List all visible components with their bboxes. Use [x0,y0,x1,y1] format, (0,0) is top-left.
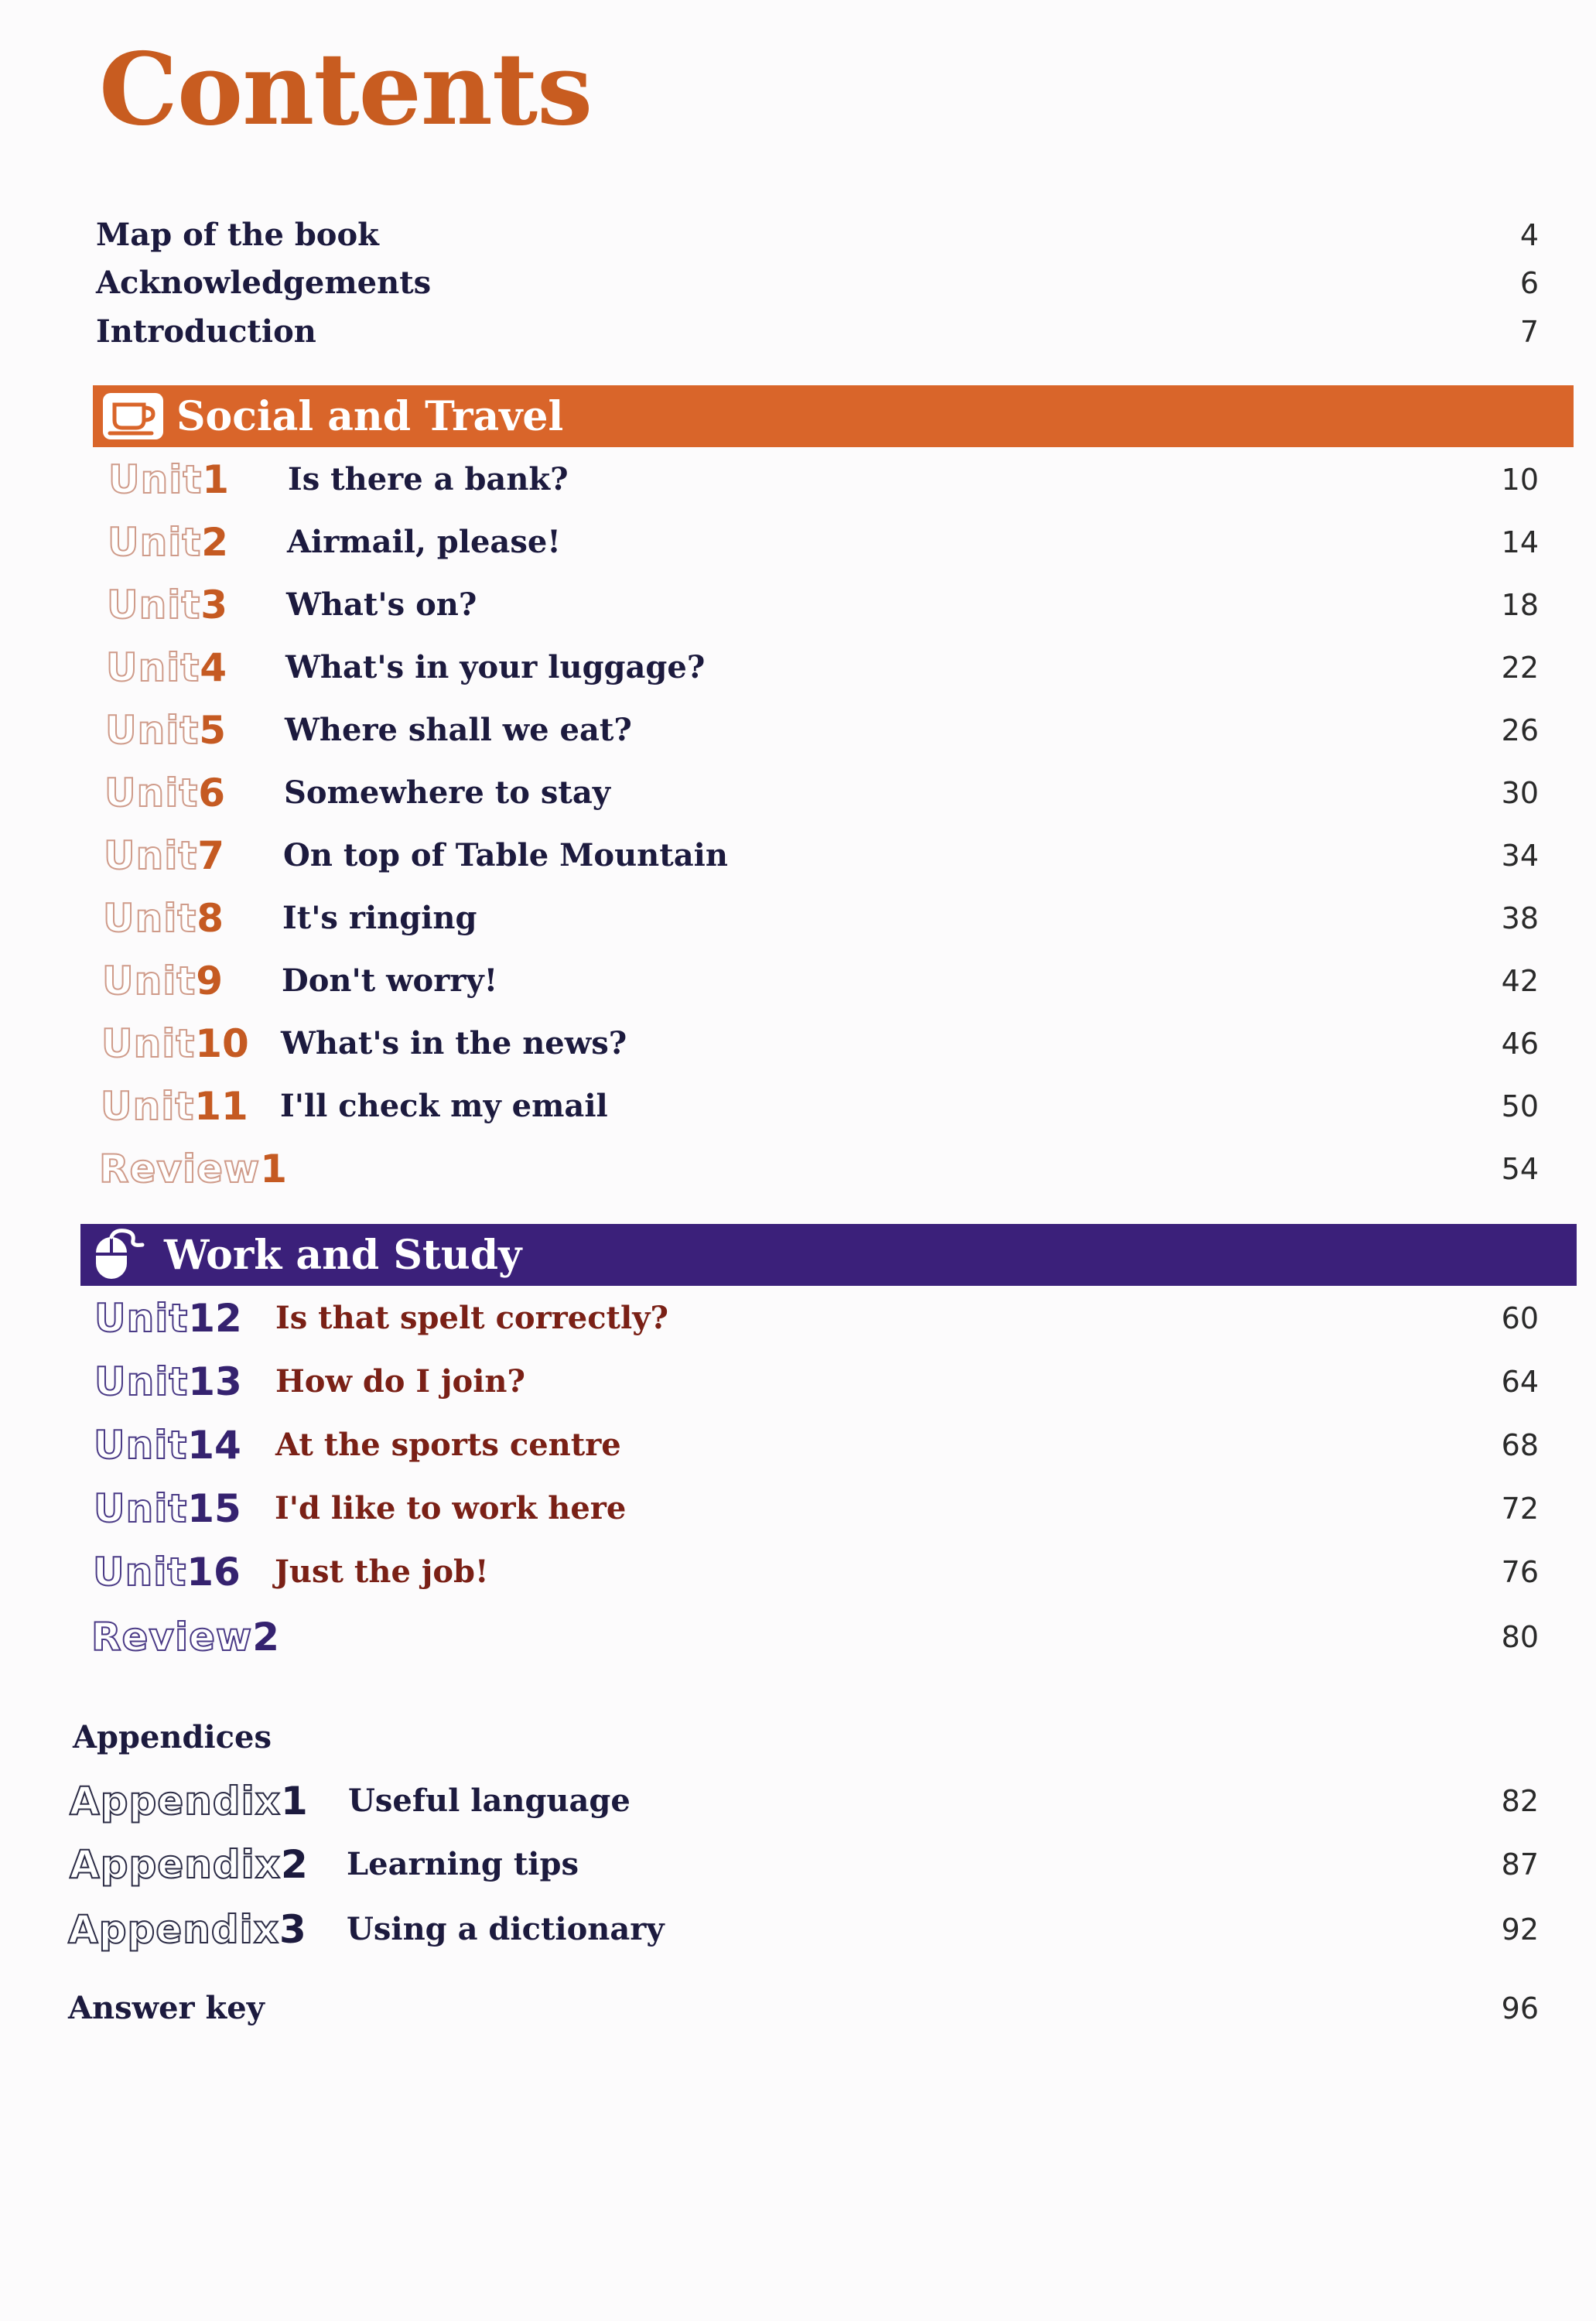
section-banner-work-study [80,1224,1577,1286]
appendix-title: Useful language [348,1783,631,1819]
unit-title: What's in your luggage? [285,649,706,685]
toc-row-unit[interactable] [0,765,1596,821]
unit-title: How do I join? [275,1363,525,1400]
page-number: 38 [1501,901,1539,935]
unit-number: Unit14 [94,1423,241,1468]
page-number: 80 [1501,1620,1539,1654]
unit-title: What's on? [286,586,477,623]
page-number: 30 [1501,776,1539,810]
page-number: 34 [1501,839,1539,873]
toc-row-unit[interactable] [0,577,1596,633]
computer-mouse-icon [88,1228,153,1282]
toc-row-appendix[interactable] [0,1837,1596,1892]
unit-title: Airmail, please! [287,524,561,560]
page-number: 46 [1501,1027,1539,1061]
toc-row-unit[interactable] [0,1544,1596,1600]
review-number: Review2 [91,1615,280,1660]
page-number: 6 [1519,266,1539,300]
toc-row-appendix[interactable] [0,1902,1596,1957]
unit-number: Unit10 [101,1021,249,1066]
unit-title: On top of Table Mountain [283,837,728,873]
unit-number: Unit16 [93,1550,241,1595]
toc-row-appendix[interactable] [0,1773,1596,1829]
page-number: 76 [1501,1555,1539,1589]
unit-number: Unit3 [107,583,228,627]
toc-entry-label: Answer key [68,1990,265,2026]
toc-row-review[interactable] [0,1609,1596,1665]
page-number: 82 [1501,1784,1539,1818]
page-number: 4 [1519,218,1539,252]
unit-number: Unit13 [94,1359,242,1404]
unit-number: Unit2 [108,520,229,565]
toc-row-answer-key[interactable] [0,1981,1596,2036]
unit-title: Where shall we eat? [285,712,632,748]
unit-number: Unit15 [94,1486,241,1531]
unit-number: Unit5 [105,708,227,753]
page-number: 96 [1501,1991,1539,2025]
unit-title: I'd like to work here [275,1490,627,1526]
toc-row-unit[interactable] [0,514,1596,570]
page-number: 68 [1501,1428,1539,1462]
unit-title: Somewhere to stay [284,774,610,811]
section-heading: Social and Travel [176,392,564,440]
page-number: 50 [1501,1089,1539,1123]
toc-row-unit[interactable] [0,1078,1596,1134]
page-number: 42 [1501,964,1539,998]
toc-entry-label: Acknowledgements [96,265,432,301]
toc-entry-label: Map of the book [96,217,379,253]
appendix-number: Appendix2 [70,1842,308,1887]
page-number: 14 [1501,525,1539,559]
toc-row-unit[interactable] [0,890,1596,946]
unit-title: Don't worry! [282,962,498,999]
page-number: 18 [1501,588,1539,622]
toc-row-unit[interactable] [0,1417,1596,1473]
toc-row-unit[interactable] [0,1354,1596,1410]
page-number: 10 [1501,463,1539,497]
toc-entry-label: Introduction [96,313,316,350]
page-number: 92 [1501,1913,1539,1947]
toc-row-acknowledgements[interactable] [0,255,1596,311]
appendices-heading: Appendices [73,1719,272,1755]
toc-row-review[interactable] [0,1141,1596,1197]
page-title: Contents [99,32,593,148]
appendix-title: Learning tips [347,1846,579,1882]
unit-number: Unit7 [104,833,225,878]
unit-title: It's ringing [282,900,477,936]
unit-title: What's in the news? [281,1025,627,1061]
section-banner-social-travel [93,385,1574,447]
toc-row-unit[interactable] [0,1481,1596,1537]
toc-row-unit[interactable] [0,640,1596,696]
unit-number: Unit8 [103,896,224,941]
toc-row-unit[interactable] [0,953,1596,1009]
page-number: 22 [1501,651,1539,685]
coffee-cup-icon [101,391,166,442]
page-number: 60 [1501,1301,1539,1335]
unit-title: I'll check my email [280,1088,608,1124]
appendix-number: Appendix3 [68,1907,306,1952]
unit-title: At the sports centre [275,1427,621,1463]
unit-number: Unit6 [104,771,226,815]
unit-number: Unit1 [108,457,230,502]
unit-number: Unit11 [101,1084,248,1129]
page-number: 26 [1501,713,1539,747]
appendix-number: Appendix1 [70,1779,308,1824]
toc-row-unit[interactable] [0,1290,1596,1346]
review-number: Review1 [99,1147,288,1191]
page-number: 7 [1519,315,1539,349]
unit-number: Unit9 [102,959,224,1003]
unit-title: Is that spelt correctly? [275,1300,668,1336]
page-number: 87 [1501,1848,1539,1882]
page-number: 64 [1501,1365,1539,1399]
unit-number: Unit12 [94,1296,242,1341]
toc-row-unit[interactable] [0,1016,1596,1072]
unit-title: Just the job! [275,1554,489,1590]
page-number: 72 [1501,1492,1539,1526]
toc-row-unit[interactable] [0,702,1596,758]
section-heading: Work and Study [164,1231,522,1279]
toc-row-introduction[interactable] [0,304,1596,360]
toc-row-unit[interactable] [0,452,1596,508]
unit-number: Unit4 [106,645,227,690]
unit-title: Is there a bank? [288,461,569,497]
page-number: 54 [1501,1152,1539,1186]
appendix-title: Using a dictionary [347,1911,665,1947]
toc-row-unit[interactable] [0,828,1596,884]
